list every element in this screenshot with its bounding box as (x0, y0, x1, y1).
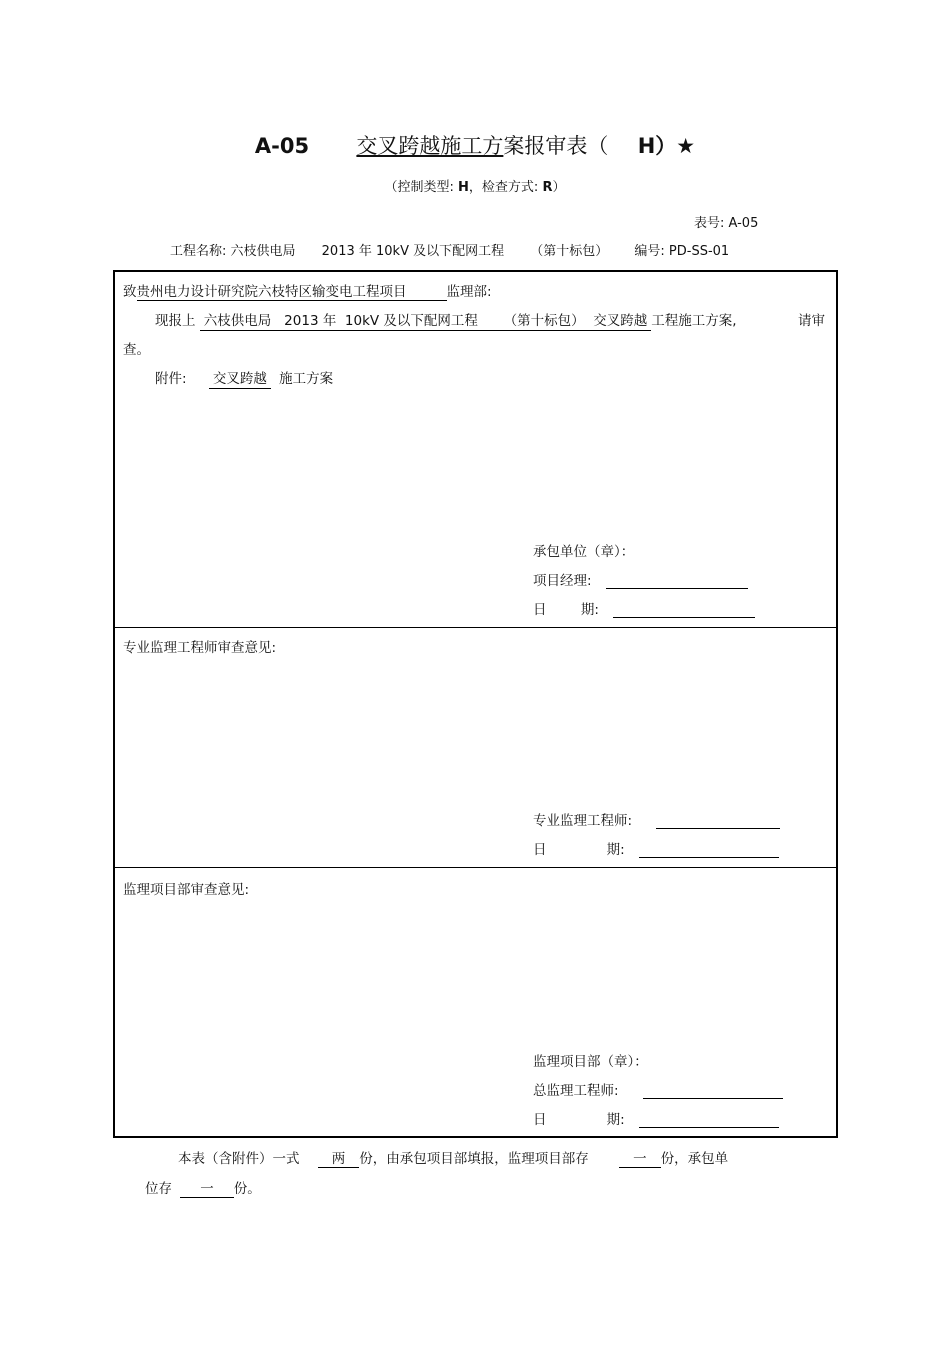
supervision-review-heading: 监理项目部审查意见: (123, 882, 250, 898)
project-line (170, 240, 751, 259)
report-end: 查。 (123, 342, 150, 358)
form-name (356, 134, 608, 158)
report-prefix: 现报上 (155, 313, 196, 329)
report-request: 请审 (798, 313, 825, 329)
report-line (155, 309, 737, 329)
footer-part3: 份，承包单 (660, 1151, 729, 1167)
contractor-seal-label: 承包单位（章）： (533, 544, 635, 560)
footer-part5: 份。 (233, 1181, 261, 1197)
addressee-line (123, 280, 492, 300)
chief-engineer-signature-line[interactable] (643, 1083, 783, 1099)
footer-part4: 位存 (145, 1181, 172, 1197)
check-method: R (542, 180, 553, 195)
footer-part2: 份，由承包项目部填报，监理项目部存 (359, 1151, 589, 1167)
subtitle-close: ） (552, 180, 566, 195)
footer-part1: 本表（含附件）一式 (178, 1151, 300, 1167)
contractor-section (115, 272, 836, 628)
footer-note-line2 (145, 1177, 261, 1197)
project-number: 编号: PD-SS-01 (634, 244, 730, 259)
attachment-label: 附件: (155, 371, 187, 387)
chief-engineer-row (533, 1079, 783, 1099)
control-subtitle (0, 176, 950, 195)
subtitle-mid: ，检查方式: (468, 180, 539, 195)
attachment-suffix: 施工方案 (279, 371, 334, 387)
supervision-seal-label: 监理项目部（章）： (533, 1054, 648, 1070)
supervision-date-label: 日 期: (533, 1112, 625, 1128)
control-type: H (458, 180, 469, 195)
engineer-signature-line[interactable] (656, 813, 780, 829)
form-name-underlined: 交叉跨越施工方 (356, 134, 504, 158)
form-name-rest: 案报审表（ (503, 134, 609, 158)
document-title (0, 130, 950, 160)
project-name-value: 2013 年 10kV 及以下配网工程 (321, 244, 505, 259)
attachment-line (155, 367, 333, 387)
engineer-signature-label: 专业监理工程师: (533, 813, 633, 829)
contractor-date-label: 日 期: (533, 602, 599, 618)
control-letter: H (637, 134, 656, 158)
addressee-suffix: 监理部: (446, 284, 492, 300)
attachment-value: 交叉跨越 (209, 371, 271, 389)
report-subject: 六枝供电局 2013 年 10kV 及以下配网工程 （第十标包） 交叉跨越 (200, 313, 651, 331)
form-number: 表号: A-05 (694, 216, 759, 231)
copies-total: 两 (318, 1151, 360, 1168)
form-code: A-05 (254, 134, 310, 158)
supervision-date-line[interactable] (639, 1112, 779, 1128)
footer-note-line1 (178, 1147, 728, 1167)
form-box (113, 270, 838, 1138)
supervision-review-section (115, 868, 836, 1136)
copies-contractor: 一 (180, 1181, 234, 1198)
report-suffix: 工程施工方案, (651, 313, 737, 329)
engineer-date-row (533, 838, 779, 858)
contractor-date-row (533, 598, 755, 618)
addressee-org: 贵州电力设计研究院六枝特区输变电工程项目 (137, 284, 447, 301)
engineer-review-heading: 专业监理工程师审查意见: (123, 640, 277, 656)
project-package: （第十标包） (530, 244, 609, 259)
engineer-date-line[interactable] (639, 842, 779, 858)
project-manager-signature-line[interactable] (606, 573, 748, 589)
engineer-date-label: 日 期: (533, 842, 625, 858)
subtitle-open: （控制类型: (384, 180, 454, 195)
project-manager-label: 项目经理: (533, 573, 592, 589)
engineer-review-section (115, 628, 836, 868)
control-suffix: ）★ (655, 134, 696, 158)
project-name-label: 工程名称: 六枝供电局 (170, 244, 296, 259)
copies-supervision: 一 (619, 1151, 661, 1168)
contractor-date-line[interactable] (613, 602, 755, 618)
addressee-prefix: 致 (123, 284, 137, 300)
chief-engineer-label: 总监理工程师: (533, 1083, 619, 1099)
project-manager-row (533, 569, 748, 589)
supervision-date-row (533, 1108, 779, 1128)
engineer-signature-row (533, 809, 780, 829)
